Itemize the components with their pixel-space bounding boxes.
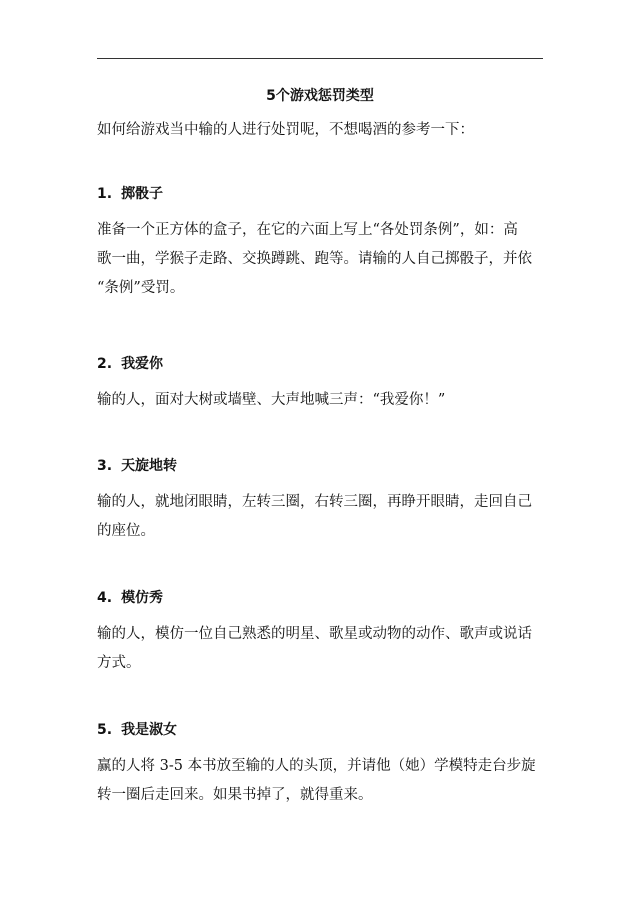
section-body	[97, 488, 547, 546]
section-i-love-you	[97, 354, 547, 415]
section-heading	[97, 184, 547, 204]
section-title: 掷骰子	[121, 186, 164, 202]
body-line: 输的人，就地闭眼睛，左转三圈，右转三圈，再睁开眼睛，走回自己	[97, 494, 532, 510]
body-line: 转一圈后走回来。如果书掉了，就得重来。	[97, 787, 373, 803]
section-heading	[97, 720, 547, 740]
section-body	[97, 216, 547, 303]
section-body	[97, 620, 547, 678]
body-line: 准备一个正方体的盒子，在它的六面上写上“各处罚条例”，如：高	[97, 222, 518, 238]
body-line: 歌一曲，学猴子走路、交换蹲跳、跑等。请输的人自己掷骰子，并依	[97, 251, 532, 267]
body-line: 输的人，面对大树或墙壁、大声地喊三声：“我爱你！”	[97, 392, 446, 408]
section-title: 我爱你	[121, 356, 164, 372]
top-divider	[97, 58, 543, 59]
section-imitation	[97, 588, 547, 678]
document-title: 5个游戏惩罚类型	[266, 88, 374, 104]
body-line: 的座位。	[97, 523, 155, 539]
section-title: 我是淑女	[121, 722, 178, 738]
section-heading	[97, 456, 547, 476]
body-line: 方式。	[97, 655, 141, 671]
section-number: 1.	[97, 186, 113, 202]
body-line: 赢的人将 3-5 本书放至输的人的头顶，并请他（她）学模特走台步旋	[97, 758, 536, 774]
section-heading	[97, 588, 547, 608]
section-spin	[97, 456, 547, 546]
section-number: 5.	[97, 722, 113, 738]
section-title: 模仿秀	[121, 590, 164, 606]
body-line: “条例”受罚。	[97, 280, 185, 296]
body-line: 输的人，模仿一位自己熟悉的明星、歌星或动物的动作、歌声或说话	[97, 626, 532, 642]
section-body	[97, 752, 547, 810]
section-number: 2.	[97, 356, 113, 372]
section-number: 4.	[97, 590, 113, 606]
section-title: 天旋地转	[121, 458, 178, 474]
section-number: 3.	[97, 458, 113, 474]
section-heading	[97, 354, 547, 374]
section-dice	[97, 184, 547, 303]
intro-paragraph: 如何给游戏当中输的人进行处罚呢，不想喝酒的参考一下：	[97, 122, 474, 138]
section-body	[97, 386, 547, 415]
section-lady	[97, 720, 547, 810]
